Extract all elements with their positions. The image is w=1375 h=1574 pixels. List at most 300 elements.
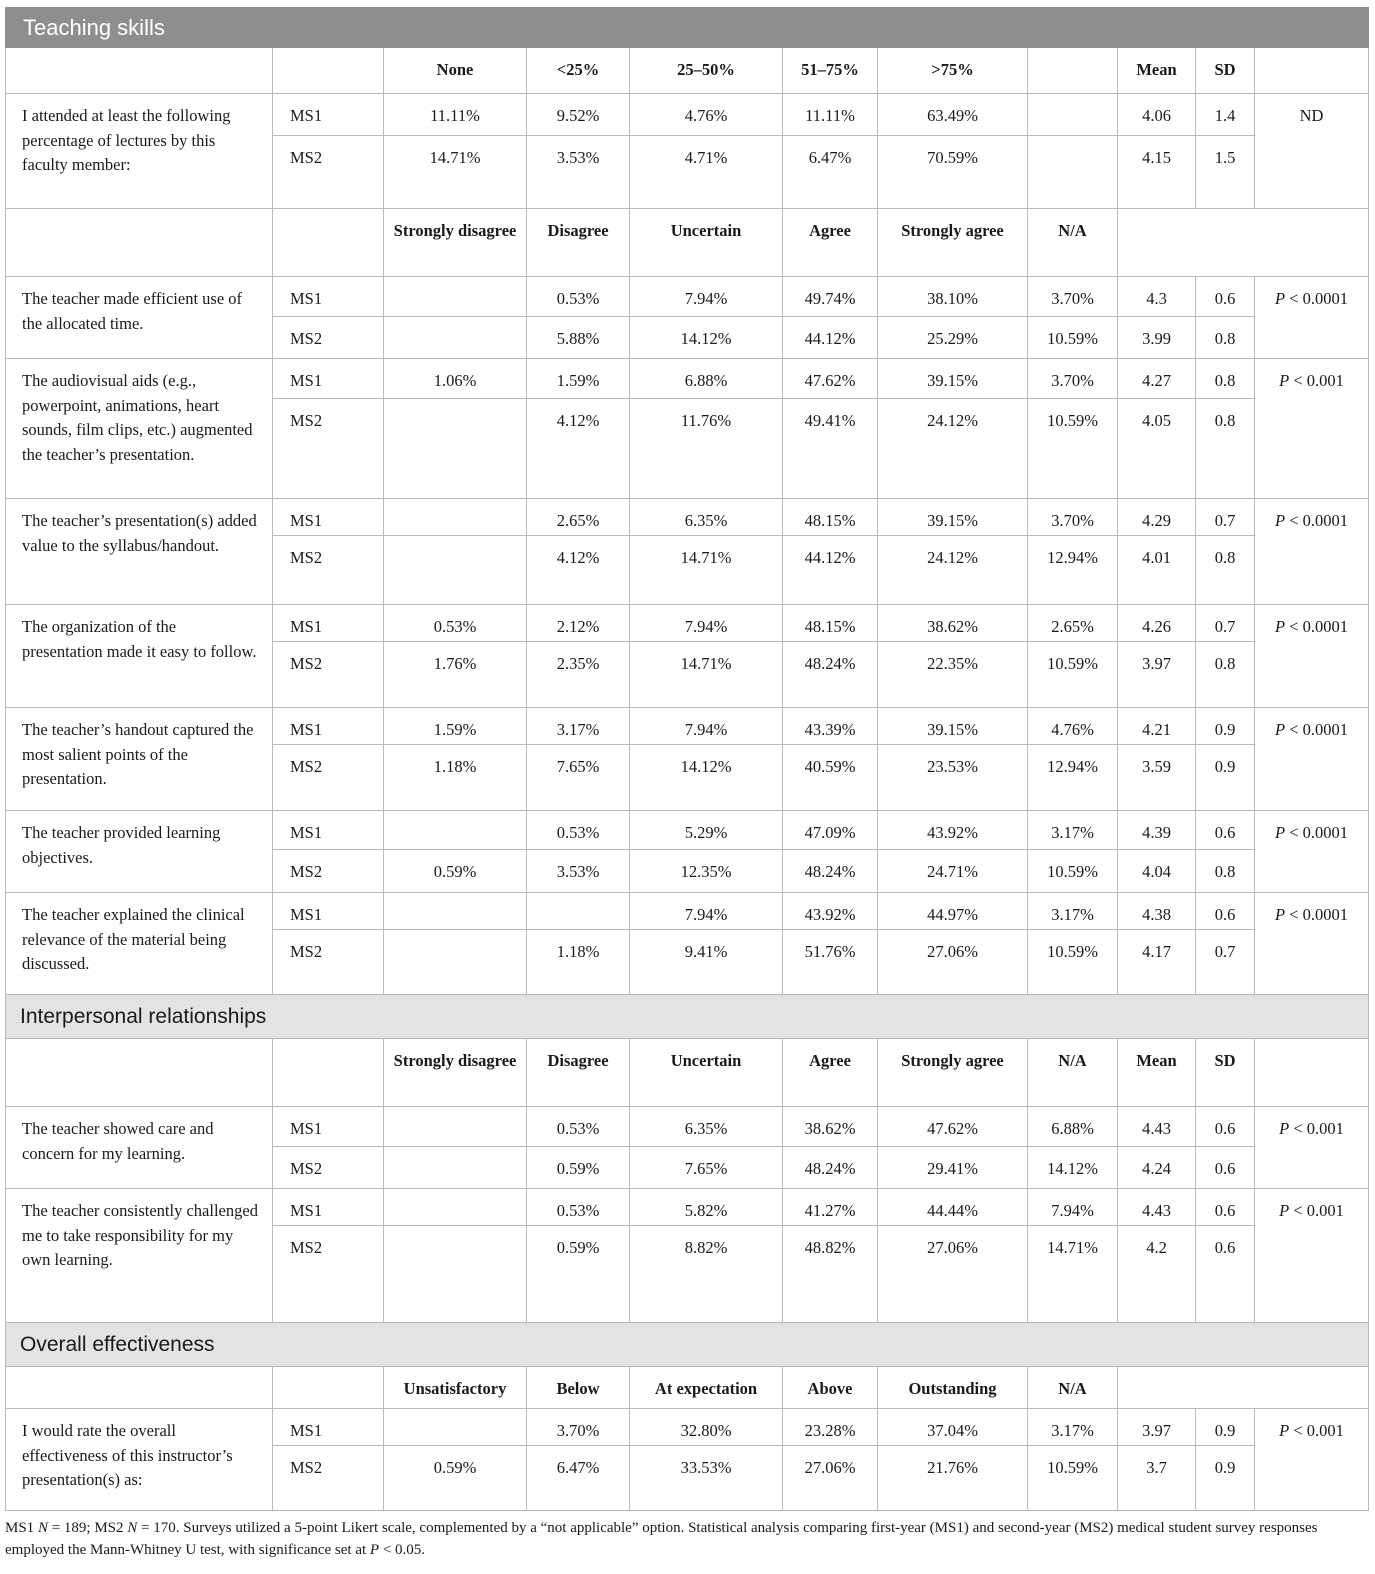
column-header: Uncertain (630, 209, 783, 277)
footnote-text: = 189; MS2 (47, 1520, 128, 1536)
column-header: Above (783, 1367, 878, 1409)
data-cell: 4.05 (1118, 399, 1196, 499)
column-header: Uncertain (630, 1039, 783, 1107)
data-cell: 12.94% (1028, 745, 1118, 811)
data-cell (384, 1226, 527, 1323)
data-cell: 10.59% (1028, 930, 1118, 995)
data-cell: 0.7 (1196, 499, 1255, 536)
data-cell: 22.35% (878, 642, 1028, 708)
header-blank-group (273, 1367, 384, 1409)
question-text: The teacher’s presentation(s) added value to the syllabus/handout. (6, 499, 273, 605)
data-cell: 3.99 (1118, 317, 1196, 359)
data-cell: 27.06% (878, 1226, 1028, 1323)
data-cell (527, 893, 630, 930)
header-blank-question (6, 48, 273, 94)
data-cell: 0.8 (1196, 536, 1255, 605)
p-value-text: < 0.0001 (1289, 511, 1349, 530)
group-label: MS2 (273, 536, 384, 605)
data-row (6, 277, 1369, 317)
data-cell: 3.17% (1028, 811, 1118, 850)
footnote-text: MS1 (5, 1520, 38, 1536)
data-cell: 6.88% (1028, 1107, 1118, 1147)
section-row (6, 1323, 1369, 1367)
data-cell: 4.01 (1118, 536, 1196, 605)
data-cell: 49.41% (783, 399, 878, 499)
data-cell (384, 399, 527, 499)
p-value (1255, 893, 1369, 995)
group-label: MS1 (273, 1409, 384, 1446)
p-value-text: < 0.001 (1293, 1421, 1344, 1440)
data-row (6, 1189, 1369, 1226)
column-header: SD (1196, 48, 1255, 94)
data-cell: 0.9 (1196, 1409, 1255, 1446)
data-cell: 1.76% (384, 642, 527, 708)
data-cell (384, 893, 527, 930)
footnote-p-symbol: P (369, 1542, 380, 1558)
table-footnote (5, 1517, 1368, 1561)
footnote-text: < 0.05. (379, 1542, 426, 1558)
data-row (6, 1409, 1369, 1446)
p-value (1255, 1107, 1369, 1189)
data-cell: 0.7 (1196, 930, 1255, 995)
data-cell: 48.24% (783, 850, 878, 893)
data-cell: 70.59% (878, 136, 1028, 209)
data-cell: 3.53% (527, 136, 630, 209)
data-cell: 4.39 (1118, 811, 1196, 850)
header-blank (1255, 1039, 1369, 1107)
column-header: Outstanding (878, 1367, 1028, 1409)
section-row (6, 995, 1369, 1039)
section-title: Overall effectiveness (6, 1323, 1369, 1367)
data-cell: 4.76% (630, 94, 783, 136)
data-cell: 48.24% (783, 642, 878, 708)
data-cell: 1.59% (527, 359, 630, 399)
data-cell: 0.7 (1196, 605, 1255, 642)
header-row (6, 1039, 1369, 1107)
data-cell: 1.59% (384, 708, 527, 745)
data-cell: 0.53% (527, 811, 630, 850)
data-cell: 24.71% (878, 850, 1028, 893)
data-cell: 14.12% (630, 317, 783, 359)
data-cell: 43.92% (783, 893, 878, 930)
data-cell: 14.71% (630, 642, 783, 708)
header-row (6, 48, 1369, 94)
data-cell: 49.74% (783, 277, 878, 317)
data-cell: 1.06% (384, 359, 527, 399)
column-header: Strongly agree (878, 1039, 1028, 1107)
column-header: >75% (878, 48, 1028, 94)
data-cell: 14.12% (630, 745, 783, 811)
data-cell: 0.6 (1196, 811, 1255, 850)
data-cell: 0.8 (1196, 399, 1255, 499)
section-title: Teaching skills (6, 8, 1369, 48)
data-cell: 0.9 (1196, 1446, 1255, 1511)
data-cell: 1.18% (384, 745, 527, 811)
data-cell: 11.11% (783, 94, 878, 136)
data-cell: 3.53% (527, 850, 630, 893)
group-label: MS2 (273, 317, 384, 359)
p-symbol: P (1274, 823, 1286, 842)
data-row (6, 811, 1369, 850)
p-symbol: P (1279, 1119, 1290, 1138)
data-cell: 14.71% (384, 136, 527, 209)
data-cell: 7.94% (1028, 1189, 1118, 1226)
data-cell: 12.35% (630, 850, 783, 893)
data-cell: 27.06% (878, 930, 1028, 995)
data-cell: 11.11% (384, 94, 527, 136)
data-cell: 3.70% (1028, 499, 1118, 536)
column-header: N/A (1028, 1367, 1118, 1409)
column-header: Disagree (527, 1039, 630, 1107)
data-cell: 38.62% (878, 605, 1028, 642)
data-cell: 0.9 (1196, 708, 1255, 745)
data-cell: 4.3 (1118, 277, 1196, 317)
data-cell: 40.59% (783, 745, 878, 811)
group-label: MS1 (273, 499, 384, 536)
question-text: The organization of the presentation made it easy to follow. (6, 605, 273, 708)
data-cell (384, 811, 527, 850)
data-cell: 24.12% (878, 399, 1028, 499)
data-cell: 6.47% (783, 136, 878, 209)
data-cell: 4.15 (1118, 136, 1196, 209)
p-value-text: < 0.001 (1293, 371, 1344, 390)
p-symbol: P (1274, 617, 1286, 636)
data-cell: 3.97 (1118, 642, 1196, 708)
data-cell: 33.53% (630, 1446, 783, 1511)
question-text: I attended at least the following percentage of lectures by this faculty member: (6, 94, 273, 209)
group-label: MS2 (273, 850, 384, 893)
question-text: I would rate the overall effectiveness of this instructor’s presentation(s) as: (6, 1409, 273, 1511)
data-cell: 0.59% (384, 1446, 527, 1511)
data-cell: 0.8 (1196, 642, 1255, 708)
question-text: The teacher explained the clinical relevance of the material being discussed. (6, 893, 273, 995)
data-cell: 3.17% (1028, 1409, 1118, 1446)
data-cell: 2.65% (527, 499, 630, 536)
data-cell (384, 536, 527, 605)
data-cell: 4.12% (527, 399, 630, 499)
group-label: MS1 (273, 811, 384, 850)
p-value-text: < 0.001 (1293, 1201, 1344, 1220)
data-cell (384, 499, 527, 536)
data-cell (384, 317, 527, 359)
data-cell: 44.12% (783, 536, 878, 605)
data-cell (384, 277, 527, 317)
p-value (1255, 94, 1369, 209)
data-cell: 3.70% (1028, 359, 1118, 399)
data-cell: 0.53% (527, 1189, 630, 1226)
data-cell: 6.35% (630, 499, 783, 536)
data-cell: 0.9 (1196, 745, 1255, 811)
group-label: MS1 (273, 605, 384, 642)
data-cell: 0.53% (384, 605, 527, 642)
data-cell (384, 1409, 527, 1446)
column-header: N/A (1028, 209, 1118, 277)
data-cell: 23.53% (878, 745, 1028, 811)
data-cell: 5.29% (630, 811, 783, 850)
group-label: MS2 (273, 136, 384, 209)
column-header: Disagree (527, 209, 630, 277)
survey-results-table (5, 7, 1369, 1511)
header-blank (1255, 48, 1369, 94)
group-label: MS1 (273, 277, 384, 317)
p-symbol: P (1274, 720, 1286, 739)
data-cell: 10.59% (1028, 850, 1118, 893)
data-cell: 24.12% (878, 536, 1028, 605)
data-cell: 4.12% (527, 536, 630, 605)
data-cell: 4.21 (1118, 708, 1196, 745)
data-cell: 4.17 (1118, 930, 1196, 995)
data-cell: 38.10% (878, 277, 1028, 317)
data-cell: 0.6 (1196, 1107, 1255, 1147)
p-value (1255, 359, 1369, 499)
p-value-text: ND (1299, 106, 1324, 125)
data-cell: 32.80% (630, 1409, 783, 1446)
header-blank (1118, 209, 1369, 277)
column-header: Unsatisfactory (384, 1367, 527, 1409)
data-row (6, 708, 1369, 745)
question-text: The teacher made efficient use of the allocated time. (6, 277, 273, 359)
column-header: Strongly disagree (384, 1039, 527, 1107)
data-cell: 10.59% (1028, 399, 1118, 499)
data-cell: 29.41% (878, 1147, 1028, 1189)
question-text: The teacher provided learning objectives. (6, 811, 273, 893)
p-value-text: < 0.001 (1293, 1119, 1344, 1138)
data-cell (384, 1189, 527, 1226)
data-cell: 4.43 (1118, 1189, 1196, 1226)
data-cell: 11.76% (630, 399, 783, 499)
data-row (6, 893, 1369, 930)
data-cell: 0.6 (1196, 1189, 1255, 1226)
column-header: SD (1196, 1039, 1255, 1107)
data-cell: 0.8 (1196, 359, 1255, 399)
data-cell: 7.94% (630, 605, 783, 642)
data-cell: 25.29% (878, 317, 1028, 359)
data-cell: 2.65% (1028, 605, 1118, 642)
data-cell: 4.04 (1118, 850, 1196, 893)
data-cell: 4.76% (1028, 708, 1118, 745)
data-cell: 5.82% (630, 1189, 783, 1226)
data-cell: 4.43 (1118, 1107, 1196, 1147)
data-cell: 47.62% (783, 359, 878, 399)
group-label: MS2 (273, 1147, 384, 1189)
data-cell: 4.26 (1118, 605, 1196, 642)
group-label: MS2 (273, 642, 384, 708)
p-value-text: < 0.0001 (1289, 617, 1349, 636)
data-cell: 23.28% (783, 1409, 878, 1446)
data-cell: 48.82% (783, 1226, 878, 1323)
data-cell: 3.70% (527, 1409, 630, 1446)
column-header: 51–75% (783, 48, 878, 94)
data-cell: 9.41% (630, 930, 783, 995)
column-header: Strongly disagree (384, 209, 527, 277)
group-label: MS2 (273, 745, 384, 811)
p-value-text: < 0.0001 (1289, 720, 1349, 739)
data-row (6, 605, 1369, 642)
data-cell: 44.44% (878, 1189, 1028, 1226)
survey-table-page (5, 7, 1368, 1511)
data-cell: 48.15% (783, 605, 878, 642)
group-label: MS1 (273, 1107, 384, 1147)
header-blank-question (6, 209, 273, 277)
data-cell: 48.24% (783, 1147, 878, 1189)
p-value (1255, 1189, 1369, 1323)
data-cell: 38.62% (783, 1107, 878, 1147)
data-cell (384, 930, 527, 995)
header-blank-group (273, 1039, 384, 1107)
group-label: MS2 (273, 1226, 384, 1323)
data-cell: 14.12% (1028, 1147, 1118, 1189)
data-cell (1028, 94, 1118, 136)
header-row (6, 209, 1369, 277)
p-value-text: < 0.0001 (1289, 823, 1349, 842)
data-cell: 3.17% (1028, 893, 1118, 930)
data-cell: 44.97% (878, 893, 1028, 930)
data-cell: 4.71% (630, 136, 783, 209)
column-header: <25% (527, 48, 630, 94)
data-cell: 48.15% (783, 499, 878, 536)
data-cell: 4.27 (1118, 359, 1196, 399)
data-cell: 43.92% (878, 811, 1028, 850)
question-text: The teacher consistently challenged me to take responsibility for my own learning. (6, 1189, 273, 1323)
header-blank-group (273, 48, 384, 94)
data-cell: 51.76% (783, 930, 878, 995)
data-cell: 10.59% (1028, 317, 1118, 359)
data-cell: 0.6 (1196, 1226, 1255, 1323)
data-row (6, 1107, 1369, 1147)
group-label: MS1 (273, 359, 384, 399)
data-cell: 12.94% (1028, 536, 1118, 605)
data-cell: 2.35% (527, 642, 630, 708)
data-cell: 9.52% (527, 94, 630, 136)
group-label: MS2 (273, 399, 384, 499)
data-cell: 2.12% (527, 605, 630, 642)
p-value (1255, 708, 1369, 811)
p-symbol: P (1274, 905, 1286, 924)
data-cell: 0.59% (527, 1147, 630, 1189)
data-cell: 1.18% (527, 930, 630, 995)
data-cell: 10.59% (1028, 642, 1118, 708)
data-cell: 7.94% (630, 277, 783, 317)
data-cell: 8.82% (630, 1226, 783, 1323)
data-cell: 4.2 (1118, 1226, 1196, 1323)
column-header: Mean (1118, 48, 1196, 94)
data-cell: 47.09% (783, 811, 878, 850)
p-symbol: P (1274, 289, 1286, 308)
column-header: At expectation (630, 1367, 783, 1409)
question-text: The teacher showed care and concern for my learning. (6, 1107, 273, 1189)
group-label: MS1 (273, 893, 384, 930)
p-symbol: P (1279, 1421, 1290, 1440)
data-cell: 0.6 (1196, 893, 1255, 930)
footnote-text: = 170. Surveys utilized a 5-point Likert scale, complemented by a “not applicable” option. Statistical analysis comparing first-year (MS1) and second-year (MS2) medical student survey responses employed the Mann-Whitney U test, with significance set at (5, 1520, 1318, 1558)
p-symbol: P (1279, 1201, 1290, 1220)
data-cell: 43.39% (783, 708, 878, 745)
data-cell: 21.76% (878, 1446, 1028, 1511)
column-header: Strongly agree (878, 209, 1028, 277)
header-blank (1118, 1367, 1369, 1409)
data-cell: 7.65% (630, 1147, 783, 1189)
group-label: MS1 (273, 94, 384, 136)
group-label: MS2 (273, 1446, 384, 1511)
footnote-n-symbol: N (127, 1520, 138, 1536)
data-cell: 14.71% (1028, 1226, 1118, 1323)
data-cell: 0.59% (527, 1226, 630, 1323)
data-cell: 27.06% (783, 1446, 878, 1511)
header-blank-group (273, 209, 384, 277)
data-cell: 37.04% (878, 1409, 1028, 1446)
p-value (1255, 1409, 1369, 1511)
question-text: The audiovisual aids (e.g., powerpoint, animations, heart sounds, film clips, etc.) augmented the teacher’s presentation. (6, 359, 273, 499)
data-cell: 5.88% (527, 317, 630, 359)
p-value-text: < 0.0001 (1289, 905, 1349, 924)
group-label: MS1 (273, 708, 384, 745)
header-blank-question (6, 1039, 273, 1107)
data-cell: 0.6 (1196, 277, 1255, 317)
data-cell: 3.17% (527, 708, 630, 745)
data-cell: 6.88% (630, 359, 783, 399)
group-label: MS1 (273, 1189, 384, 1226)
data-cell (384, 1107, 527, 1147)
header-row (6, 1367, 1369, 1409)
column-header: N/A (1028, 1039, 1118, 1107)
data-row (6, 499, 1369, 536)
data-cell: 7.94% (630, 893, 783, 930)
data-cell: 1.4 (1196, 94, 1255, 136)
p-value (1255, 277, 1369, 359)
data-cell: 4.29 (1118, 499, 1196, 536)
footnote-n-symbol: N (37, 1520, 48, 1536)
data-cell: 3.70% (1028, 277, 1118, 317)
section-row (6, 8, 1369, 48)
data-row (6, 359, 1369, 399)
p-value (1255, 499, 1369, 605)
data-cell: 6.35% (630, 1107, 783, 1147)
data-cell: 63.49% (878, 94, 1028, 136)
column-header: Mean (1118, 1039, 1196, 1107)
section-title: Interpersonal relationships (6, 995, 1369, 1039)
data-cell: 4.24 (1118, 1147, 1196, 1189)
data-cell: 39.15% (878, 499, 1028, 536)
data-cell: 6.47% (527, 1446, 630, 1511)
data-cell: 44.12% (783, 317, 878, 359)
data-cell: 0.8 (1196, 850, 1255, 893)
p-value (1255, 811, 1369, 893)
data-cell: 4.38 (1118, 893, 1196, 930)
data-cell: 1.5 (1196, 136, 1255, 209)
data-cell: 47.62% (878, 1107, 1028, 1147)
column-header: Below (527, 1367, 630, 1409)
data-row (6, 94, 1369, 136)
data-cell: 39.15% (878, 708, 1028, 745)
column-header: Agree (783, 209, 878, 277)
data-cell: 41.27% (783, 1189, 878, 1226)
column-header: Agree (783, 1039, 878, 1107)
data-cell: 7.94% (630, 708, 783, 745)
data-cell: 3.59 (1118, 745, 1196, 811)
data-cell: 10.59% (1028, 1446, 1118, 1511)
group-label: MS2 (273, 930, 384, 995)
data-cell: 0.53% (527, 277, 630, 317)
data-cell: 7.65% (527, 745, 630, 811)
column-header: None (384, 48, 527, 94)
p-symbol: P (1279, 371, 1290, 390)
data-cell: 0.8 (1196, 317, 1255, 359)
column-header: 25–50% (630, 48, 783, 94)
data-cell: 3.97 (1118, 1409, 1196, 1446)
column-header (1028, 48, 1118, 94)
question-text: The teacher’s handout captured the most salient points of the presentation. (6, 708, 273, 811)
p-value-text: < 0.0001 (1289, 289, 1349, 308)
